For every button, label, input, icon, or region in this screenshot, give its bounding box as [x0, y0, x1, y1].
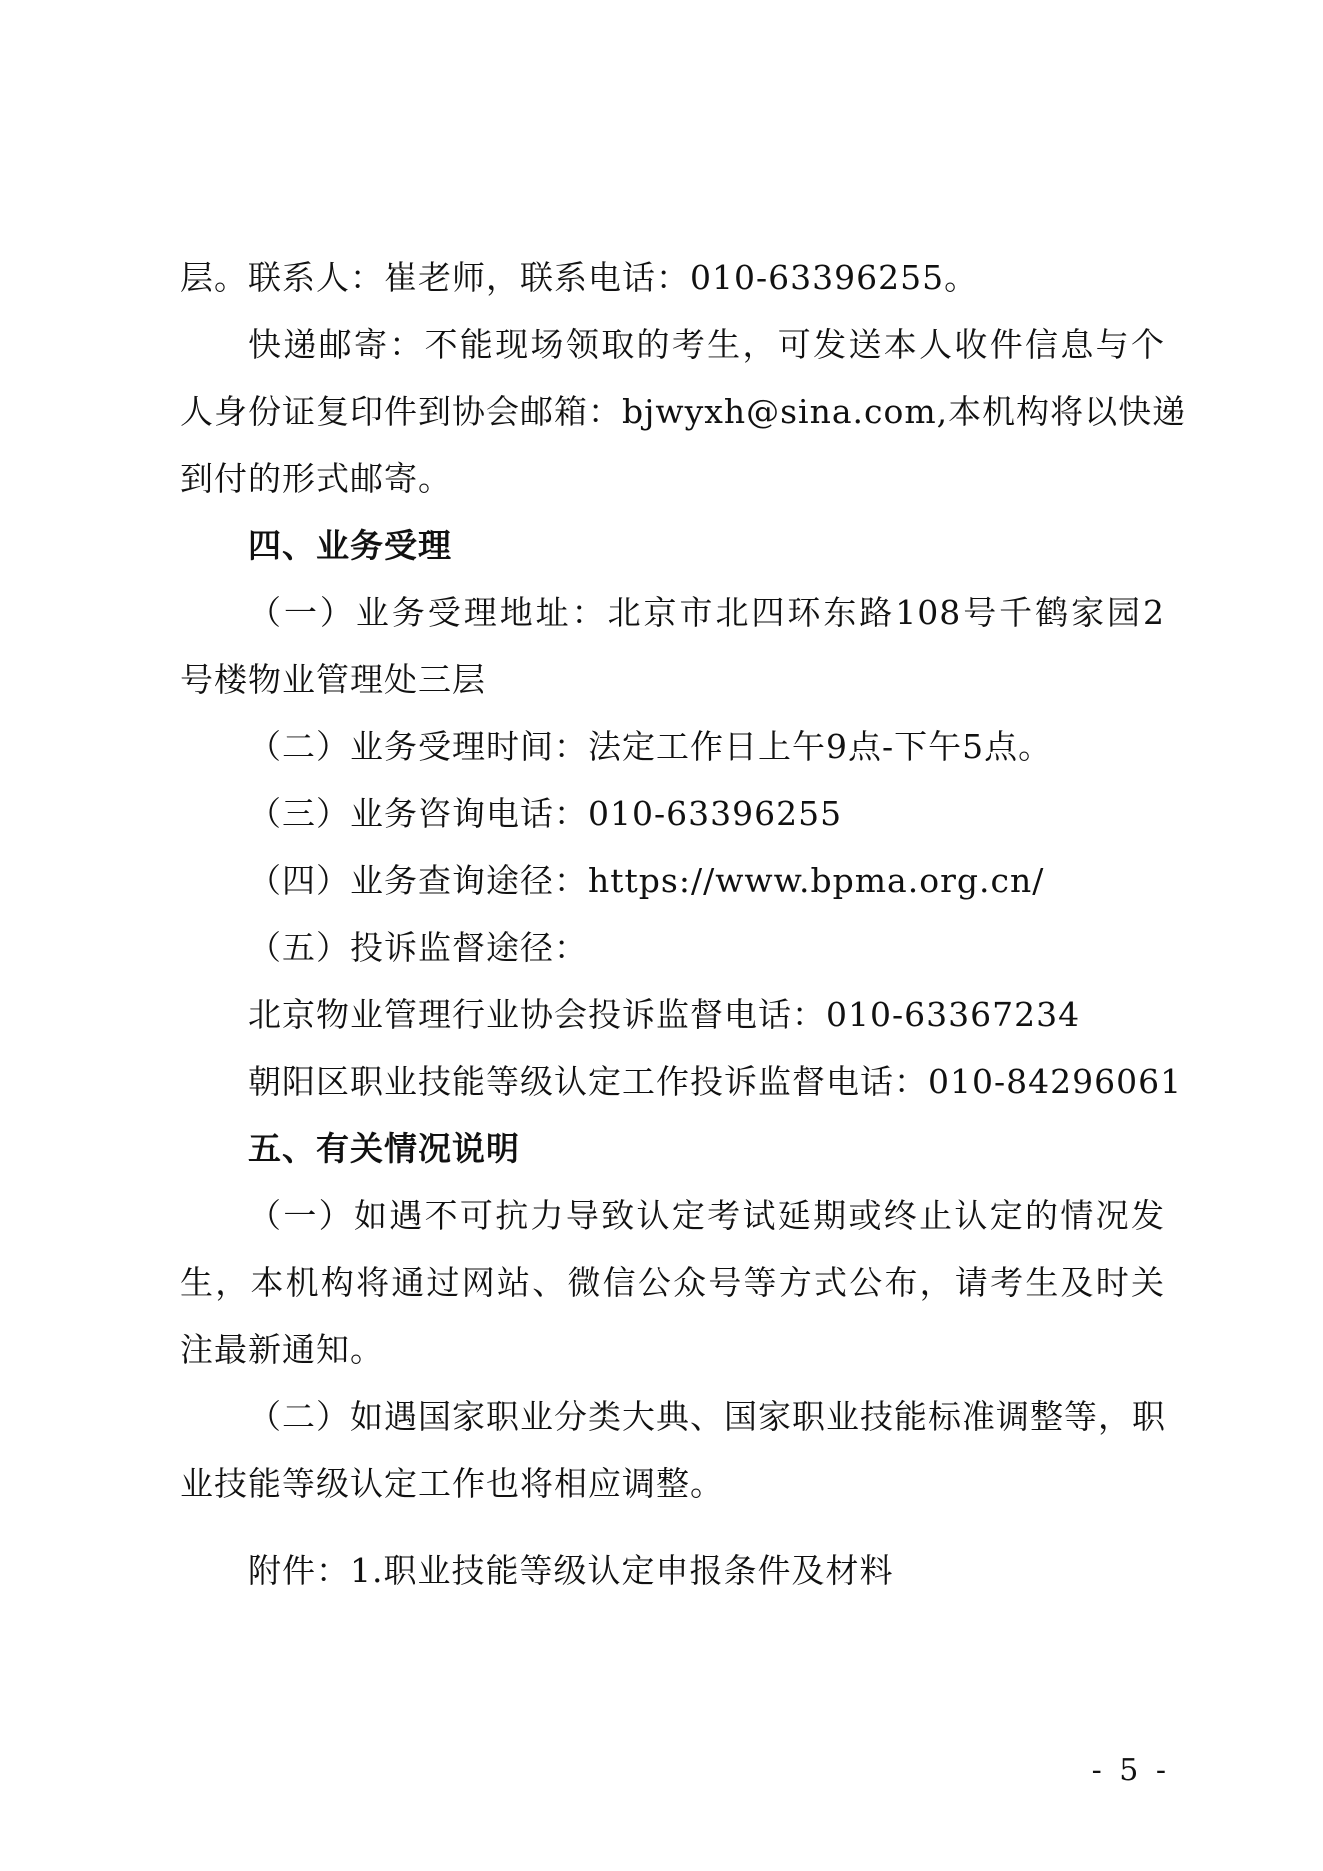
text-line: （三）业务咨询电话：010-63396255 — [248, 794, 843, 833]
text-line: （一）业务受理地址：北京市北四环东路108号千鹤家园2 — [248, 593, 1165, 632]
text-line: 号楼物业管理处三层 — [180, 660, 486, 699]
section-heading: 五、有关情况说明 — [248, 1129, 520, 1168]
text-line: 快递邮寄：不能现场领取的考生，可发送本人收件信息与个 — [248, 325, 1165, 364]
attachment-line: 附件：1.职业技能等级认定申报条件及材料 — [248, 1551, 894, 1590]
text-line: （二）如遇国家职业分类大典、国家职业技能标准调整等，职 — [248, 1397, 1166, 1436]
text-line: 朝阳区职业技能等级认定工作投诉监督电话：010-84296061 — [248, 1062, 1183, 1101]
section-heading: 四、业务受理 — [248, 526, 452, 565]
text-line: （五）投诉监督途径： — [248, 928, 588, 967]
text-line: 北京物业管理行业协会投诉监督电话：010-63367234 — [248, 995, 1081, 1034]
text-line: 业技能等级认定工作也将相应调整。 — [180, 1464, 724, 1503]
text-line: （二）业务受理时间：法定工作日上午9点-下午5点。 — [248, 727, 1053, 766]
text-line: 人身份证复印件到协会邮箱：bjwyxh@sina.com,本机构将以快递 — [180, 392, 1187, 431]
text-line: （四）业务查询途径：https://www.bpma.org.cn/ — [248, 861, 1045, 900]
text-line: 生，本机构将通过网站、微信公众号等方式公布，请考生及时关 — [180, 1263, 1165, 1302]
text-line: 到付的形式邮寄。 — [180, 459, 452, 498]
page-number: - 5 - — [1091, 1753, 1170, 1788]
text-line: （一）如遇不可抗力导致认定考试延期或终止认定的情况发 — [248, 1196, 1165, 1235]
text-line: 注最新通知。 — [180, 1330, 384, 1369]
text-line: 层。联系人：崔老师，联系电话：010-63396255。 — [180, 258, 979, 297]
